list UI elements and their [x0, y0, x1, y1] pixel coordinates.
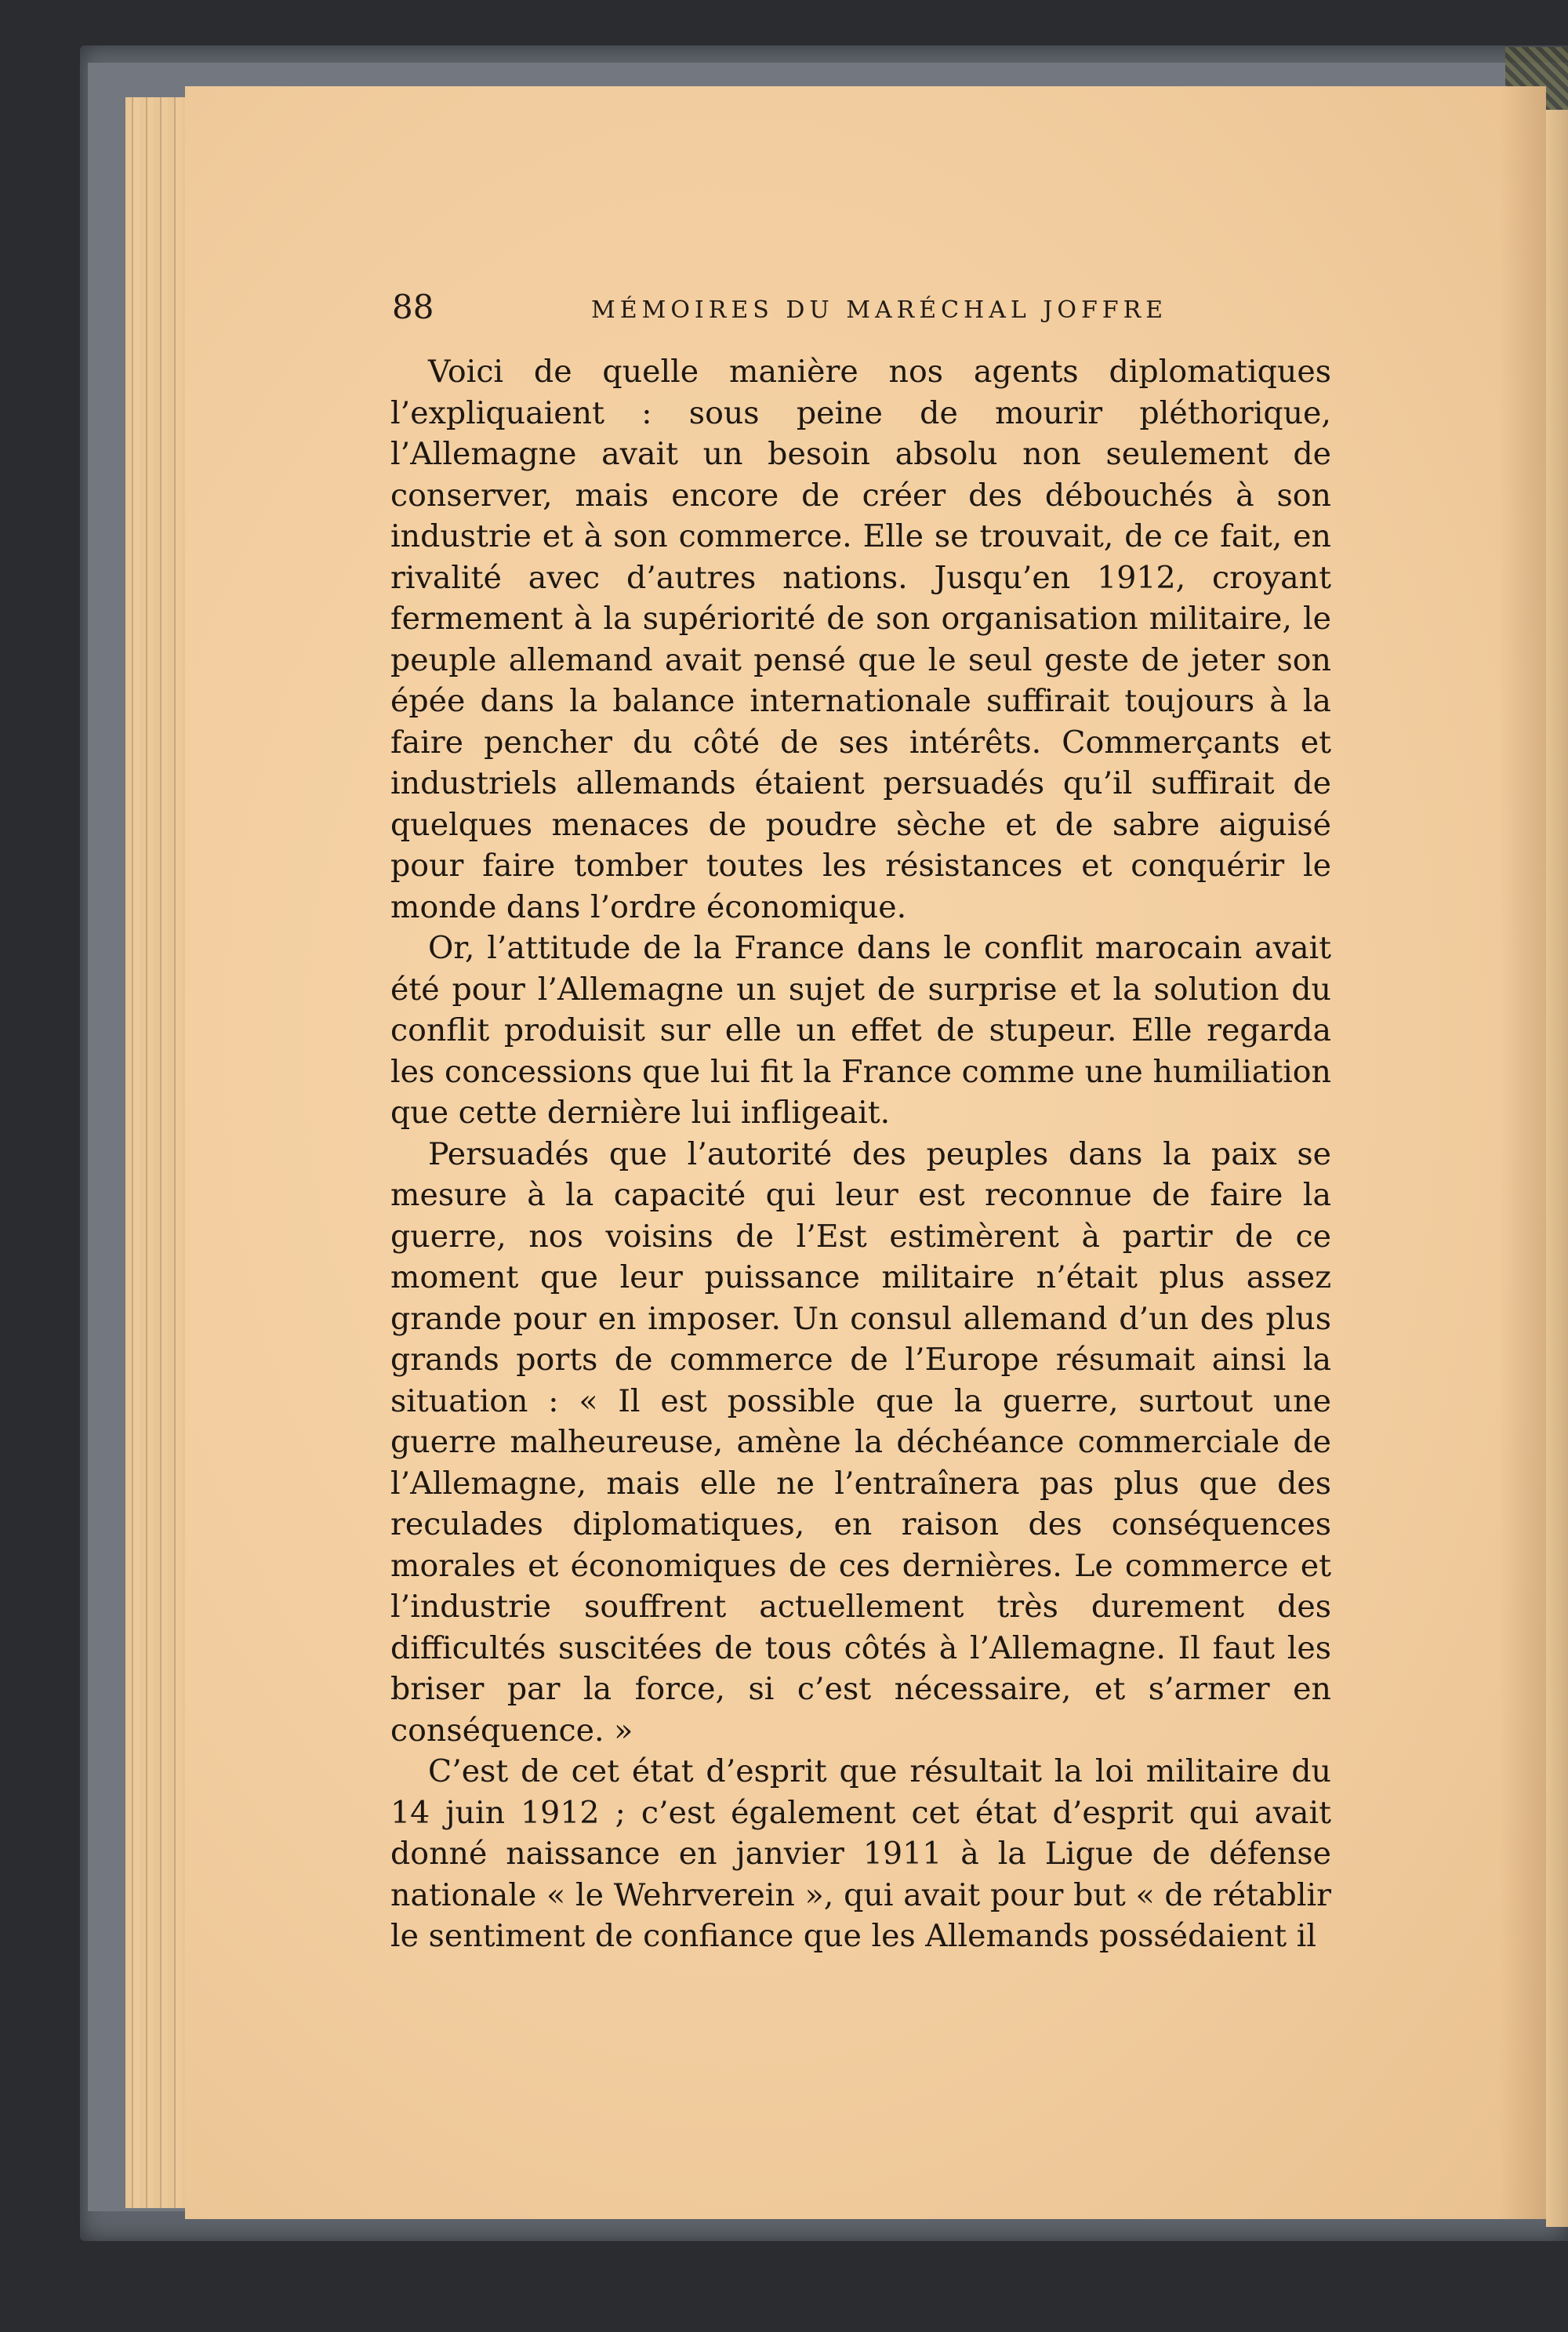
running-head: MÉMOIRES DU MARÉCHAL JOFFRE — [591, 296, 1168, 324]
paragraph: C’est de cet état d’esprit que résultait la loi militaire du 14 juin 1912 ; c’est également cet état d’esprit qui avait donné naissance en janvier 1911 à la Ligue de défense nationale « le Wehrverein », qui avait pour but « de rétablir le sentiment de confiance que les Allemands possédaient il — [390, 1753, 1331, 1954]
paragraph: Or, l’attitude de la France dans le conflit marocain avait été pour l’Allemagne un sujet de surprise et la solution du conflit produisit sur elle un effet de stupeur. Elle regarda les concessions que lui fit la France comme une humiliation que cette dernière lui infligeait. — [390, 930, 1331, 1131]
paragraph: Persuadés que l’autorité des peuples dans la paix se mesure à la capacité qui leur est reconnue de faire la guerre, nos voisins de l’Est estimèrent à partir de ce moment que leur puissance militaire n’était plus assez grande pour en imposer. Un consul allemand d’un des plus grands ports de commerce de l’Europe résumait ainsi la situation : « Il est possible que la guerre, surtout une guerre malheureuse, amène la déchéance commerciale de l’Allemagne, mais elle ne l’entraînera pas plus que des reculades diplomatiques, en raison des conséquences morales et économiques de ces dernières. Le commerce et l’industrie souffrent actuellement très durement des difficultés suscitées de tous côtés à l’Allemagne. Il faut les briser par la force, si c’est nécessaire, et s’armer en conséquence. » — [390, 1135, 1331, 1749]
page-header — [392, 284, 1341, 331]
page-number: 88 — [392, 288, 434, 326]
paragraph: Voici de quelle manière nos agents diplomatiques l’expliquaient : sous peine de mourir pléthorique, l’Allemagne avait un besoin absolu non seulement de conserver, mais encore de créer des débouchés à son industrie et à son commerce. Elle se trouvait, de ce fait, en rivalité avec d’autres nations. Jusqu’en 1912, croyant fermement à la supériorité de son organisation militaire, le peuple allemand avait pensé que le seul geste de jeter son épée dans la balance internationale suffirait toujours à la faire pencher du côté de ses intérêts. Commerçants et industriels allemands étaient persuadés qu’il suffirait de quelques menaces de poudre sèche et de sabre aiguisé pour faire tomber toutes les résistances et conquérir le monde dans l’ordre économique. — [390, 354, 1331, 925]
facing-page-edge — [1546, 110, 1568, 2227]
page-gutter-shadow — [1499, 86, 1546, 2219]
body-text — [390, 351, 1331, 1957]
